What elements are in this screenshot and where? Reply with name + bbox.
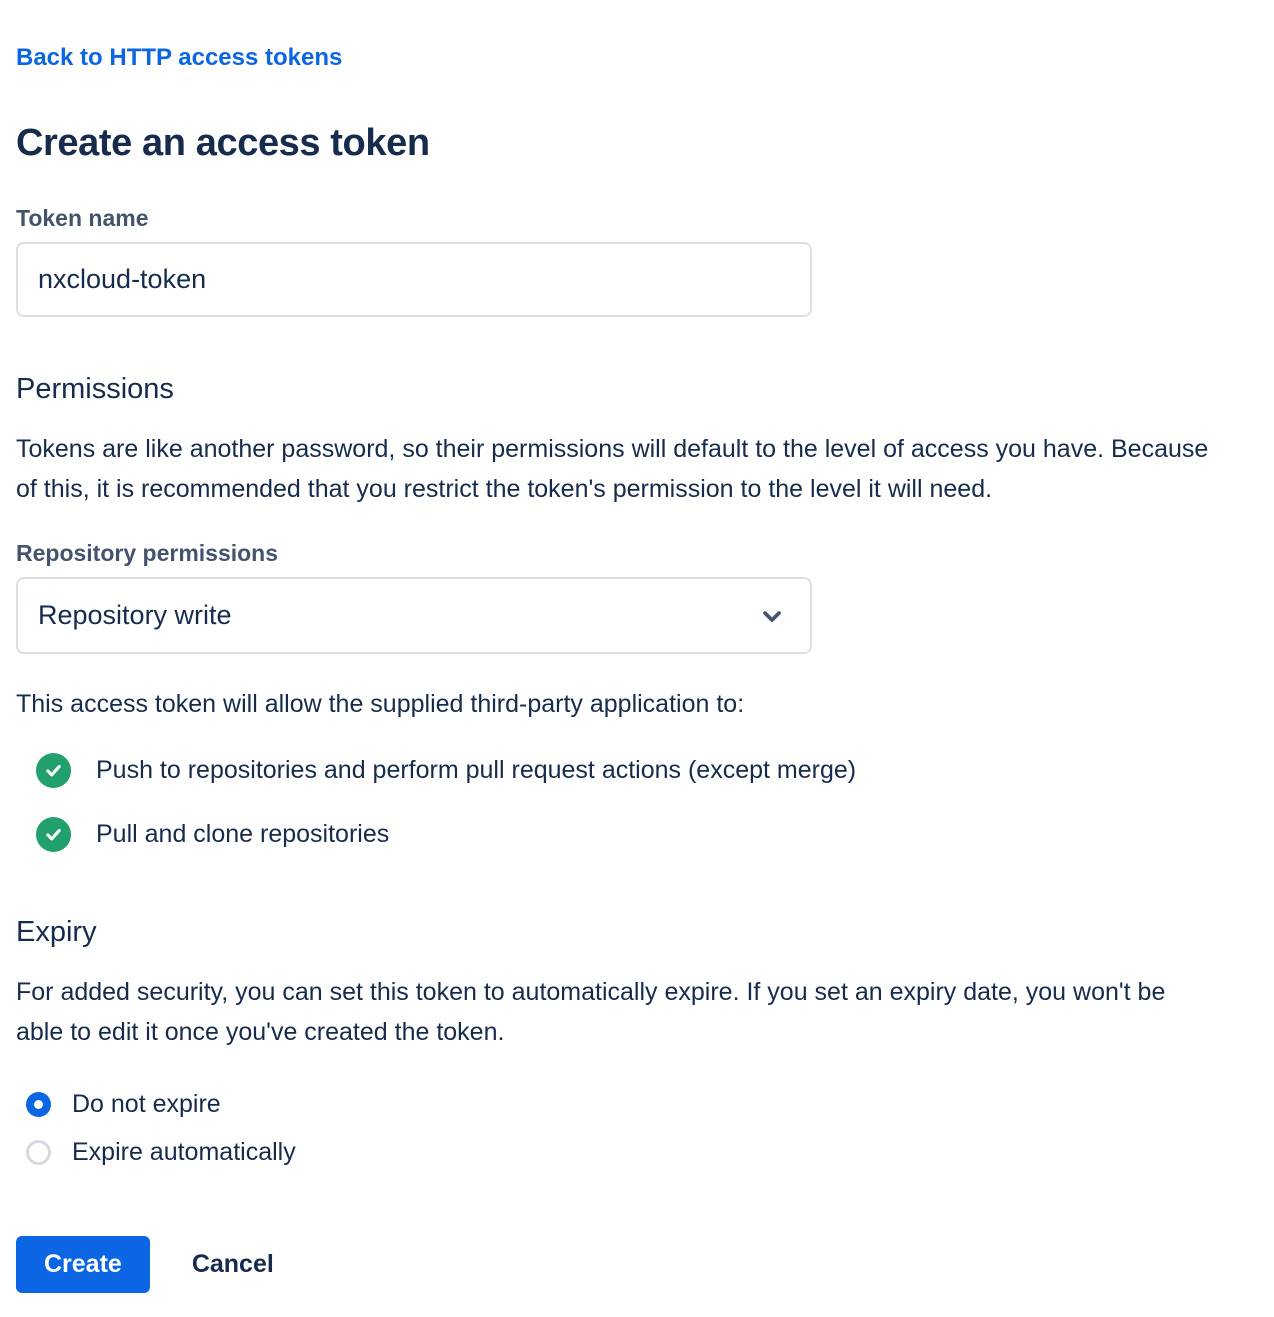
capability-text: Push to repositories and perform pull request actions (except merge)	[96, 756, 857, 784]
permissions-description: Tokens are like another password, so their permissions will default to the level of access you have. Because of this, it is recommended that you restrict the token's permission to the level it will need.	[16, 435, 1209, 503]
radio-option-expire-automatically[interactable]	[16, 1128, 1258, 1176]
capability-list	[16, 752, 1258, 852]
radio-option-do-not-expire[interactable]	[16, 1080, 1258, 1128]
allow-intro-text: This access token will allow the supplied third-party application to:	[16, 690, 745, 718]
expiry-radio-group	[16, 1080, 1258, 1176]
token-name-label: Token name	[16, 205, 149, 231]
repository-permissions-field	[16, 539, 1258, 654]
radio-label: Do not expire	[72, 1089, 221, 1118]
repository-permissions-label: Repository permissions	[16, 540, 279, 566]
capability-item	[16, 816, 1258, 852]
repository-permissions-selected-value: Repository write	[38, 600, 232, 630]
cancel-button[interactable]: Cancel	[174, 1236, 292, 1293]
token-name-input[interactable]	[16, 242, 812, 317]
expiry-description: For added security, you can set this token to automatically expire. If you set an expiry date, you won't be able to edit it once you've created the token.	[16, 978, 1166, 1046]
radio-label: Expire automatically	[72, 1137, 296, 1166]
back-link[interactable]: Back to HTTP access tokens	[16, 44, 343, 71]
check-circle-icon	[36, 753, 71, 788]
radio-unselected-icon	[26, 1140, 51, 1165]
create-button[interactable]: Create	[16, 1236, 150, 1293]
capability-text: Pull and clone repositories	[96, 820, 390, 848]
expiry-heading: Expiry	[16, 916, 97, 948]
form-actions	[16, 1236, 1258, 1293]
token-name-field	[16, 204, 1258, 317]
check-circle-icon	[36, 817, 71, 852]
permissions-heading: Permissions	[16, 373, 174, 405]
page-title: Create an access token	[16, 122, 430, 164]
repository-permissions-select[interactable]	[16, 577, 812, 654]
capability-item	[16, 752, 1258, 788]
chevron-down-icon	[758, 602, 786, 630]
radio-selected-icon	[26, 1092, 51, 1117]
